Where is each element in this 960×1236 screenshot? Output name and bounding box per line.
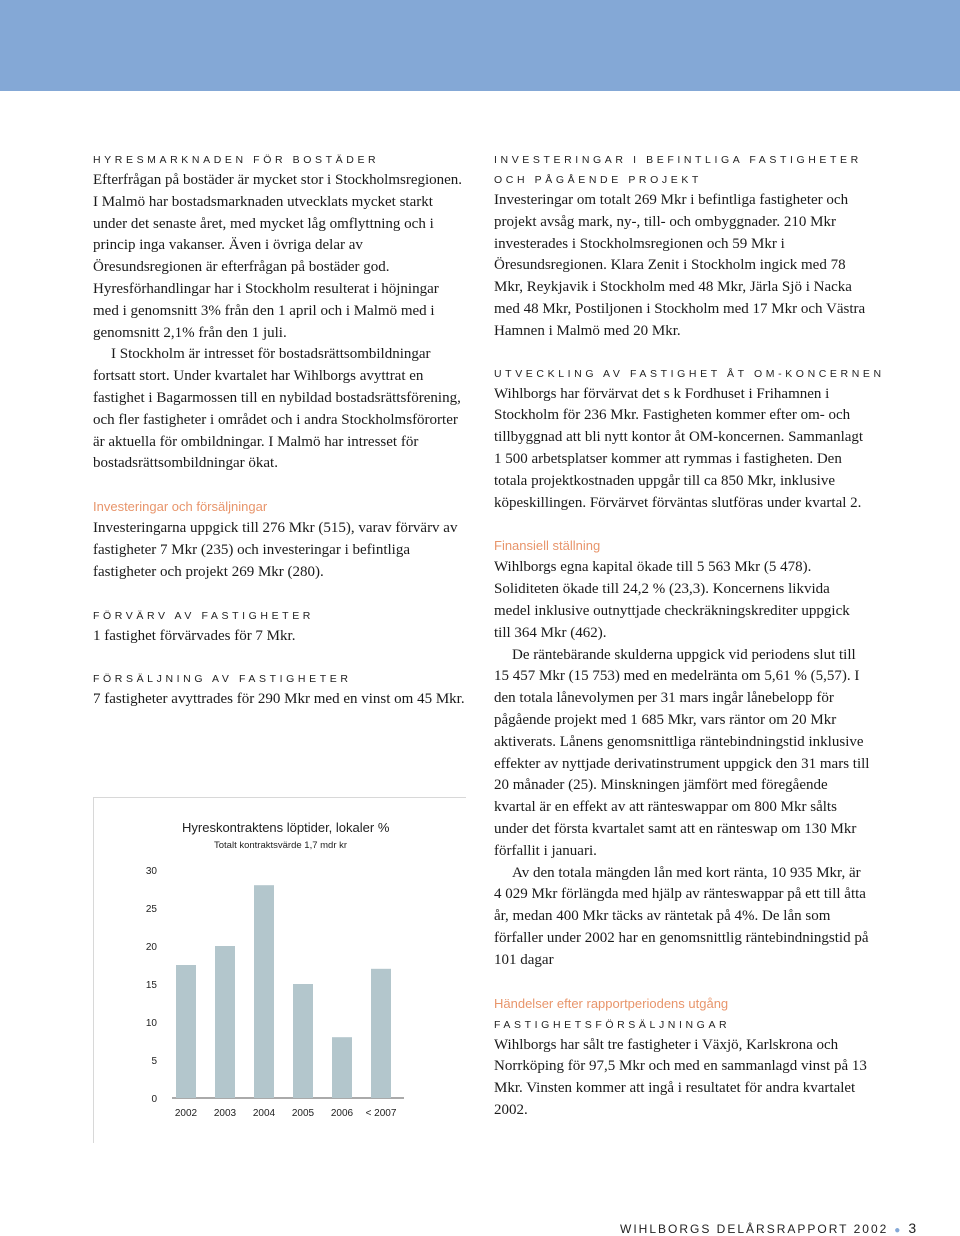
section-kicker-forvarv: FÖRVÄRV AV FASTIGHETER: [93, 609, 314, 622]
x-tick-label: 2002: [174, 1108, 198, 1119]
lease-term-chart: [93, 797, 466, 1143]
paragraph-investeringar: Investeringarna uppgick till 276 Mkr (515), varav förvärv av fastigheter 7 Mkr (235) och investeringar i befintliga fastigheter och projekt 269 Mkr (280).: [93, 520, 458, 580]
page-footer: [620, 1220, 916, 1236]
paragraph-om-koncernen: Wihlborgs har förvärvat det s k Fordhuset i Frihamnen i Stockholm för 236 Mkr. Fastigheten kommer efter om- och tillbyggnad att bli nytt kontor åt OM-koncernen. Sammanlagt 1 500 arbetsplatser kommer att rymmas i fastigheten. Den totala projektkostnaden uppgår till ca 850 Mkr, inklusive köpeskillingen. Förvärvet förväntas slutföras under kvartal 2.: [494, 385, 864, 511]
paragraph-hyresmarknaden: Efterfrågan på bostäder är mycket stor i Stockholmsregionen. I Malmö har bostadsmarknaden utvecklats mycket starkt under det senaste året, med mycket låg omflyttning och i princip inga vakanser. Även i övriga delar av Öresundsregionen är efterfrågan på bostäder god. Hyresförhandlingar har i Stockholm resulterat i höjningar med i genomsnitt 3% från den 1 april och i Malmö med i genomsnitt 2,1% från den 1 juli.: [93, 172, 463, 341]
left-column: [93, 150, 465, 711]
bar-2004: [254, 885, 274, 1098]
bar-2002: [176, 965, 196, 1098]
section-kicker-pagaende-projekt: OCH PÅGÅENDE PROJEKT: [494, 174, 702, 186]
y-tick-label: 30: [145, 866, 157, 877]
paragraph-investeringar-befintliga: Investeringar om totalt 269 Mkr i befintliga fastigheter och projekt avsåg mark, ny-, till- och ombyggnader. 210 Mkr investerades i Stockholmsregionen och 59 Mkr i Öresundsregionen. Klara Zenit i Stockholm ingick med 78 Mkr, Reykjavik i Stockholm med 48 Mkr, Järla Sjö i Nacka med 48 Mkr, Postiljonen i Stockholm med 17 Mkr och Västra Hamnen i Malmö med 20 Mkr.: [494, 192, 866, 339]
top-color-band: [0, 0, 960, 91]
y-tick-label: 25: [145, 904, 157, 915]
paragraph-bostadsratter: I Stockholm är intresset för bostadsrättsombildningar fortsatt stort. Under kvartalet har Wihlborgs avyttrat en fastighet i Bagarmossen till en nybildad bostadsrättsförening, och fler fastigheter i området och i andra Stockholmsförorter är aktuella för ombildningar. I Malmö har intresset för bostadsrättsombildningar ökat.: [93, 346, 461, 472]
bar-2005: [293, 984, 313, 1098]
section-kicker-hyresmarknaden: HYRESMARKNADEN FÖR BOSTÄDER: [93, 154, 380, 166]
paragraph-fastighetsforsaljningar: Wihlborgs har sålt tre fastigheter i Växjö, Karlskrona och Norrköping för 97,5 Mkr och med en sammanlagd vinst på 13 Mkr. Vinsten kommer att ingå i resultatet för andra kvartalet 2002.: [494, 1036, 867, 1118]
y-tick-label: 15: [145, 980, 157, 991]
bar-2006: [332, 1037, 352, 1098]
footer-dot: ●: [894, 1225, 903, 1236]
x-tick-label: 2006: [330, 1108, 354, 1119]
paragraph-kort-ranta: Av den totala mängden lån med kort ränta, 10 935 Mkr, är 4 029 Mkr förlängda med hjälp av ränteswappar på ett till åtta år, medan 400 Mkr täcks av räntetak på 4%. De lån som förfaller under 2002 har en genomsnittlig räntebindningstid på 101 dagar: [494, 864, 869, 968]
heading-finansiell-stallning: Finansiell ställning: [494, 538, 601, 554]
paragraph-forsaljning: 7 fastigheter avyttrades för 290 Mkr med en vinst om 45 Mkr.: [93, 691, 465, 708]
section-kicker-forsaljning: FÖRSÄLJNING AV FASTIGHETER: [93, 673, 352, 686]
y-tick-label: 10: [145, 1018, 157, 1029]
x-tick-label: 2003: [213, 1108, 237, 1119]
y-tick-label: 20: [145, 942, 157, 953]
page-number: 3: [908, 1220, 917, 1236]
y-tick-label: 0: [151, 1094, 157, 1105]
bar-2003: [215, 946, 235, 1098]
section-kicker-om-koncernen: UTVECKLING AV FASTIGHET ÅT OM-KONCERNEN: [494, 367, 885, 380]
chart-subtitle: Totalt kontraktsvärde 1,7 mdr kr: [214, 840, 348, 851]
y-tick-label: 5: [151, 1056, 157, 1067]
paragraph-forvarv: 1 fastighet förvärvades för 7 Mkr.: [93, 627, 296, 644]
chart-plot: [94, 798, 466, 1143]
heading-handelser: Händelser efter rapportperiodens utgång: [494, 995, 729, 1011]
bar-2007: [371, 969, 391, 1098]
chart-title: Hyreskontraktens löptider, lokaler %: [182, 820, 390, 835]
section-kicker-investeringar-befintliga: INVESTERINGAR I BEFINTLIGA FASTIGHETER: [494, 154, 862, 166]
x-tick-label: 2005: [291, 1108, 315, 1119]
paragraph-eget-kapital: Wihlborgs egna kapital ökade till 5 563 Mkr (5 478). Soliditeten ökade till 24,2 % (23,3). Koncernens likvida medel inklusive outnyttjade checkräkningskrediter uppgick till 364 Mkr (462).: [494, 559, 850, 641]
x-tick-label: 2004: [252, 1108, 276, 1119]
x-tick-label: < 2007: [365, 1108, 397, 1119]
paragraph-skulder: De räntebärande skulderna uppgick vid periodens slut till 15 457 Mkr (15 753) med en medelränta om 5,61 % (5,57). I den totala lånevolymen per 31 mars ingår lånebelopp för pågående projekt med 1 685 Mkr, vars räntor om 20 Mkr aktiverats. Lånens genomsnittliga räntebindningstid inklusive effekter av nyttjade derivatinstrument uppgick den 31 mars till 20 månader (25). Minskningen jämfört med föregående kvartal är en effekt av att ränteswappar om 800 Mkr sålts under det första kvartalet samt att en ränteswap om 130 Mkr förfallit i januari.: [494, 646, 870, 859]
heading-investeringar: Investeringar och försäljningar: [93, 499, 268, 515]
section-kicker-fastighetsforsaljningar: FASTIGHETSFÖRSÄLJNINGAR: [494, 1018, 731, 1031]
footer-label: WIHLBORGS DELÅRSRAPPORT 2002: [620, 1222, 889, 1236]
right-column: [494, 150, 885, 1122]
